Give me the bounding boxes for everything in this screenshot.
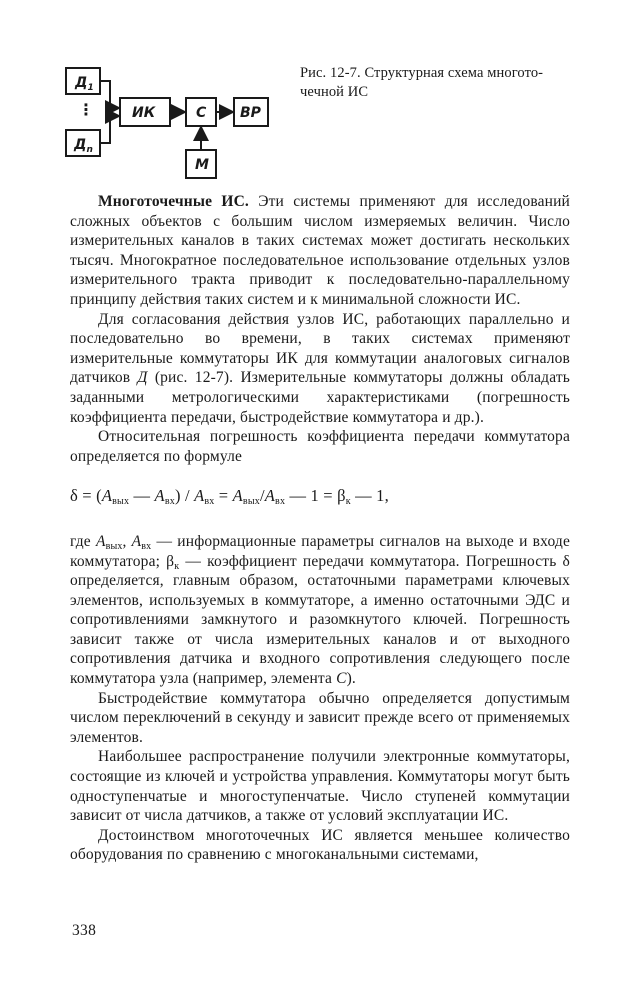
element-m-label: М bbox=[195, 157, 209, 173]
structure-diagram bbox=[62, 62, 294, 182]
sensor-d1-label: $Д_1$ bbox=[75, 75, 94, 93]
connector-d1 bbox=[100, 81, 119, 108]
sensor-dots: ⋮ bbox=[78, 100, 94, 119]
paragraph-1: Многоточечные ИС. Эти системы применяют для исследований сложных объектов с большим числом измеряемых величин. Число измерительных каналов в таких системах может достигать нескольких тысяч. Многократное последовательное использование отдельных узлов измерительного тракта приводит к последовательно-параллельному принципу действия таких систем и к минимальной сложности ИС. bbox=[70, 193, 570, 308]
paragraph-4: где $A_{вых}$, $A_{вх}$ — информационные параметры сигналов на выходе и входе коммутатора; $\beta_к$ — коэффициент передачи коммутатора. Погрешность δ определяется, главным образом, остаточными параметрами ключевых элементов, используемых в коммутаторе, а именно остаточными ЭДС и сопротивлениями замкнутого и разомкнутого ключей. Погрешность зависит также от числа измерительных каналов и от выходного сопротивления датчика и входного сопротивления следующего после коммутатора узла (например, элемента С). bbox=[70, 532, 571, 688]
paragraph-6: Наибольшее распространение получили электронные коммутаторы, состоящие из ключей и устройства управления. Коммутаторы могут быть одноступенчатые и многоступенчатые. Число ступеней коммутации зависит от числа датчиков, а также от условий эксплуатации ИС. bbox=[70, 748, 570, 825]
paragraph-5: Быстродействие коммутатора обычно определяется допустимым числом переключений в секунду и зависит прежде всего от применяемых элементов. bbox=[70, 689, 570, 746]
element-c-label: С bbox=[196, 105, 207, 121]
page-number: 338 bbox=[72, 922, 97, 939]
paragraph-2: Для согласования действия узлов ИС, работающих параллельно и последовательно во времени, в таких системах применяют измерительные коммутаторы ИК для коммутации аналоговых сигналов датчиков Д (рис. 12-7). Измерительные коммутаторы должны обладать заданными метрологическими характеристиками (погрешность коэффициента передачи, быстродействие коммутатора и др.). bbox=[70, 310, 570, 426]
paragraph-7: Достоинством многоточечных ИС является меньшее количество оборудования по сравнению с многоканальными системами, bbox=[70, 826, 570, 864]
commutator-label: ИК bbox=[132, 105, 156, 121]
formula: $\delta = (A_{вых}$ — $A_{вх}) / A_{вх} = A_{вых}/A_{вх}$ — $1 = \beta_к$ — 1, bbox=[70, 486, 389, 508]
section-heading: Многоточечные ИС. bbox=[98, 193, 249, 210]
paragraph-3: Относительная погрешность коэффициента передачи коммутатора определяется по формуле bbox=[70, 428, 570, 465]
caption-line-2: чечной ИС bbox=[300, 84, 369, 100]
recorder-label: ВР bbox=[240, 105, 261, 121]
caption-line-1: Рис. 12-7. Структурная схема многото- bbox=[300, 65, 544, 81]
sensor-dn-label: $Д_n$ bbox=[74, 137, 93, 155]
connector-dn bbox=[100, 116, 119, 143]
figure-caption bbox=[300, 64, 585, 102]
body-text bbox=[70, 192, 570, 865]
